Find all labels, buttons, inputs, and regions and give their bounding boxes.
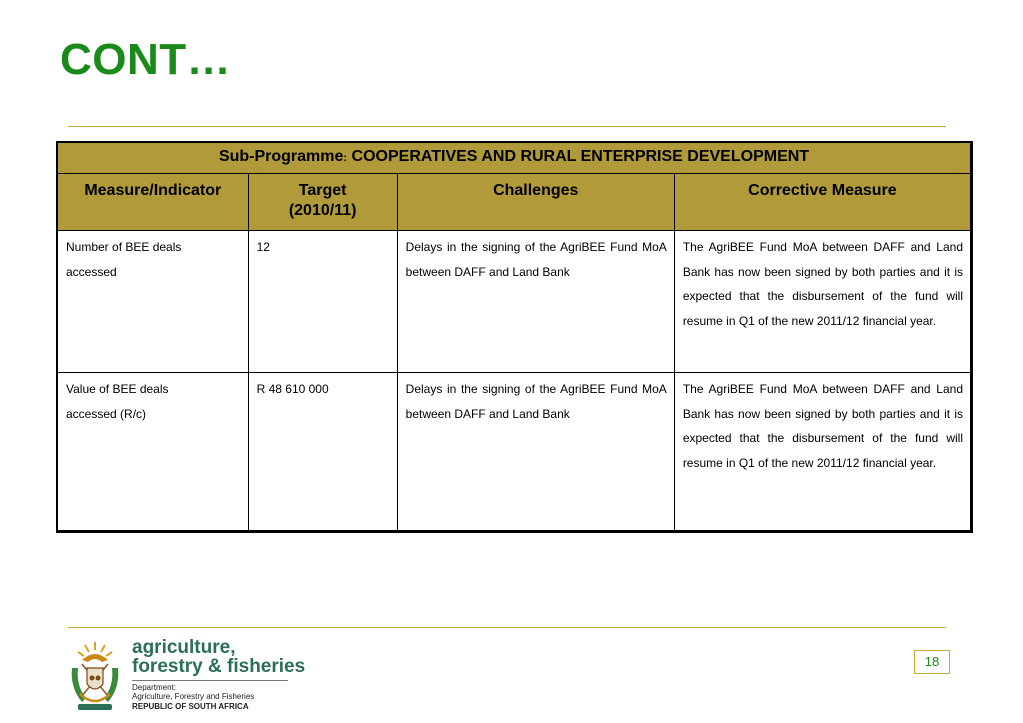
department-label: Department: bbox=[132, 683, 177, 692]
cell-measure: Number of BEE deals accessed bbox=[57, 231, 248, 373]
sub-programme-header bbox=[57, 142, 972, 174]
sub-programme-colon: : bbox=[343, 152, 348, 164]
cell-target: R 48 610 000 bbox=[248, 373, 397, 532]
republic-name: REPUBLIC OF SOUTH AFRICA bbox=[132, 702, 249, 711]
cell-challenges: Delays in the signing of the AgriBEE Fund MoA between DAFF and Land Bank bbox=[397, 373, 674, 532]
table-row bbox=[57, 231, 972, 373]
cell-challenges: Delays in the signing of the AgriBEE Fund MoA between DAFF and Land Bank bbox=[397, 231, 674, 373]
cell-corrective: The AgriBEE Fund MoA between DAFF and Land Bank has now been signed by both parties and it is expected that the disbursement of the fund will resume in Q1 of the new 2011/12 financial year. bbox=[674, 373, 971, 532]
sub-programme-name: COOPERATIVES AND RURAL ENTERPRISE DEVELOPMENT bbox=[351, 148, 810, 165]
bottom-divider bbox=[68, 627, 946, 628]
table-row bbox=[57, 373, 972, 532]
brand-name-line2: forestry & fisheries bbox=[132, 656, 306, 677]
page-number: 18 bbox=[914, 650, 950, 674]
top-divider bbox=[68, 126, 946, 127]
brand-name-line1: agriculture, bbox=[132, 637, 236, 658]
column-header-challenges: Challenges bbox=[397, 174, 674, 231]
sub-programme-header-row bbox=[57, 142, 972, 174]
slide-title: CONT… bbox=[60, 35, 232, 84]
department-logo bbox=[68, 636, 306, 716]
cell-target: 12 bbox=[248, 231, 397, 373]
column-header-target bbox=[248, 174, 397, 231]
target-header-line2: (2010/11) bbox=[288, 202, 357, 219]
target-header-line1: Target bbox=[298, 182, 347, 199]
column-header-row bbox=[57, 174, 972, 231]
sub-programme-label: Sub-Programme bbox=[218, 148, 344, 165]
department-name: Agriculture, Forestry and Fisheries bbox=[132, 692, 255, 701]
column-header-corrective: Corrective Measure bbox=[674, 174, 971, 231]
column-header-measure: Measure/Indicator bbox=[57, 174, 248, 231]
cell-measure: Value of BEE deals accessed (R/c) bbox=[57, 373, 248, 532]
performance-table bbox=[56, 141, 973, 533]
brand-divider bbox=[132, 680, 288, 681]
coat-of-arms-icon bbox=[68, 638, 122, 714]
cell-corrective: The AgriBEE Fund MoA between DAFF and Land Bank has now been signed by both parties and it is expected that the disbursement of the fund will resume in Q1 of the new 2011/12 financial year. bbox=[674, 231, 971, 373]
